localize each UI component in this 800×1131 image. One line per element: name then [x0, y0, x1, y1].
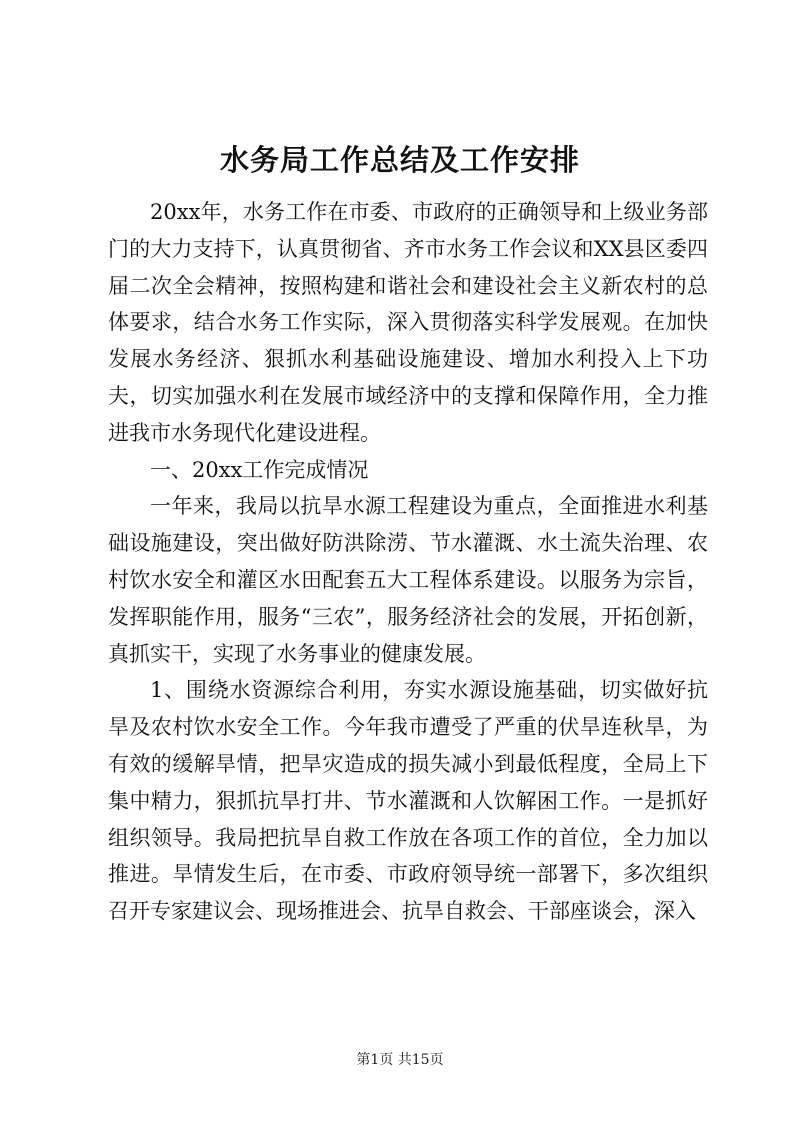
- page-footer: 第1页 共15页: [356, 1052, 444, 1068]
- document-body: [108, 194, 708, 930]
- document-title: 水务局工作总结及工作安排: [219, 143, 580, 177]
- paragraph-intro: 20xx年，水务工作在市委、市政府的正确领导和上级业务部门的大力支持下，认真贯彻省、齐市水务工作会议和XX县区委四届二次全会精神，按照构建和谐社会和建设社会主义新农村的总体要求，结合水务工作实际，深入贯彻落实科学发展观。在加快发展水务经济、狠抓水利基础设施建设、增加水利投入上下功夫，切实加强水利在发展市域经济中的支撑和保障作用，全力推进我市水务现代化建设进程。: [108, 200, 708, 445]
- paragraph-item-1: 1、围绕水资源综合利用，夯实水源设施基础，切实做好抗旱及农村饮水安全工作。今年我市遭受了严重的伏旱连秋旱，为有效的缓解旱情，把旱灾造成的损失减小到最低程度，全局上下集中精力，狠抓抗旱打井、节水灌溉和人饮解困工作。一是抓好组织领导。我局把抗旱自救工作放在各项工作的首位，全力加以推进。旱情发生后，在市委、市政府领导统一部署下，多次组织召开专家建议会、现场推进会、抗旱自救会、干部座谈会，深入: [108, 678, 708, 924]
- paragraph-summary: 一年来，我局以抗旱水源工程建设为重点，全面推进水利基础设施建设，突出做好防洪除涝、节水灌溉、水土流失治理、农村饮水安全和灌区水田配套五大工程体系建设。以服务为宗旨，发挥职能作用，服务“三农”，服务经济社会的发展，开拓创新，真抓实干，实现了水务事业的健康发展。: [108, 494, 708, 666]
- section-heading: 一、20xx工作完成情况: [150, 457, 369, 482]
